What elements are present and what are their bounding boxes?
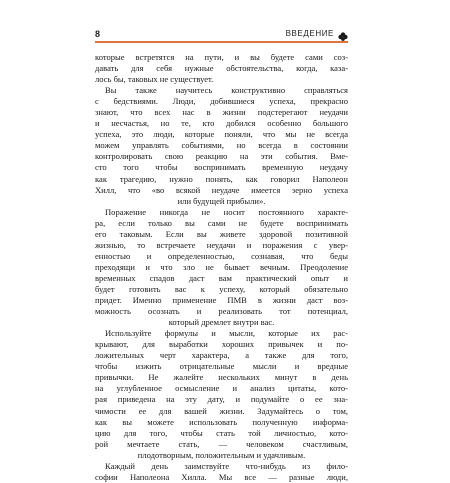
text-line: с бедствиями. Люди, добившиеся успеха, прекрасно	[95, 96, 348, 107]
text-line: его таковым. Если вы живете здоровой позитивной	[95, 228, 348, 239]
running-header	[95, 28, 348, 42]
header-rule	[95, 41, 348, 43]
text-line: успеха, это люди, которые поняли, что мы не всегда	[95, 129, 348, 140]
text-line: крывают, для выработки хороших привычек и по-	[95, 339, 348, 350]
text-line: привычки. Не жалейте нескольких минут в день	[95, 372, 348, 383]
text-line: и несчастья, но те, кто добился особенно большого	[95, 118, 348, 129]
text-line: придет. Именно применение ПМВ в жизни даст вoз-	[95, 295, 348, 306]
text-line: плодотворным, положительным и удачливым.	[137, 449, 306, 460]
text-line: преходящи и что зло не бывает вечным. Преодоление	[95, 261, 348, 272]
text-line: чимости ее для вашей жизни. Задумайтесь о том,	[95, 405, 348, 416]
text-line: Поражение никогда не носит постоянного характе-	[105, 206, 348, 217]
text-line: контролировать свою реакцию на эти события. Вме-	[95, 151, 348, 162]
text-line: который дремлет внутри вас.	[168, 317, 275, 328]
text-line: чтобы изжить отрицательные мысли и вредные	[95, 361, 348, 372]
clover-icon	[338, 29, 348, 39]
body-text	[95, 52, 348, 483]
text-line: рой мечтаете стать, — человеком счастливым,	[95, 438, 348, 449]
text-line: временных спадов даст вам практический опыт и	[95, 272, 348, 283]
text-line: енностью и определенностью, сознавая, что беды	[95, 250, 348, 261]
text-line: Вы также научитесь конструктивно справляться	[105, 85, 348, 96]
text-line: цию для того, чтобы стать той личностью, кото-	[95, 427, 348, 438]
text-line: знают, что всех нас в жизни подстерегают неудачи	[95, 107, 348, 118]
text-line: будет готовить вас к успеху, который обязательно	[95, 283, 348, 294]
text-line: Используйте формулы и мысли, которые их рас-	[105, 328, 348, 339]
text-line: сто того чтобы воспринимать временную неудачу	[95, 162, 348, 173]
text-line: можность осознать и реализовать тот потенциал,	[95, 306, 348, 317]
text-line: давать для себя нужные обстоятельства, когда, каза-	[95, 63, 348, 74]
page-number: 8	[95, 29, 101, 39]
text-line: как трагедию, нужно понять, как говорил Наполеон	[95, 173, 348, 184]
text-line: которые встретятся на пути, и вы будете сами соз-	[95, 52, 348, 62]
text-line: ложительных черт характера, а также для того,	[95, 350, 348, 361]
text-line: или будущей прибыли».	[177, 195, 266, 206]
text-line: рая приведена на эту дату, и подумайте о ее зна-	[95, 394, 348, 405]
text-line: как вы можете использовать полученную информа-	[95, 416, 348, 427]
text-line: можем управлять событиями, но всегда в состоянии	[95, 140, 348, 151]
text-line: лось бы, таковых не существует.	[95, 74, 214, 85]
text-line: софии Наполеона Хилла. Мы все — разные люди,	[95, 471, 348, 482]
text-line: ра, если только вы сами не будете воспринимать	[95, 217, 348, 228]
text-line: Хилл, что «во всякой неудаче имеется зерно успеха	[95, 184, 348, 195]
section-title: ВВЕДЕНИЕ	[285, 29, 334, 38]
text-line: Каждый день заимствуйте что-нибудь из фило-	[105, 460, 348, 471]
text-line: жизнью, то встречаете неудачи и поражения с увер-	[95, 239, 348, 250]
text-line: на углубленное осмысление и анализ цитаты, кото-	[95, 383, 348, 394]
